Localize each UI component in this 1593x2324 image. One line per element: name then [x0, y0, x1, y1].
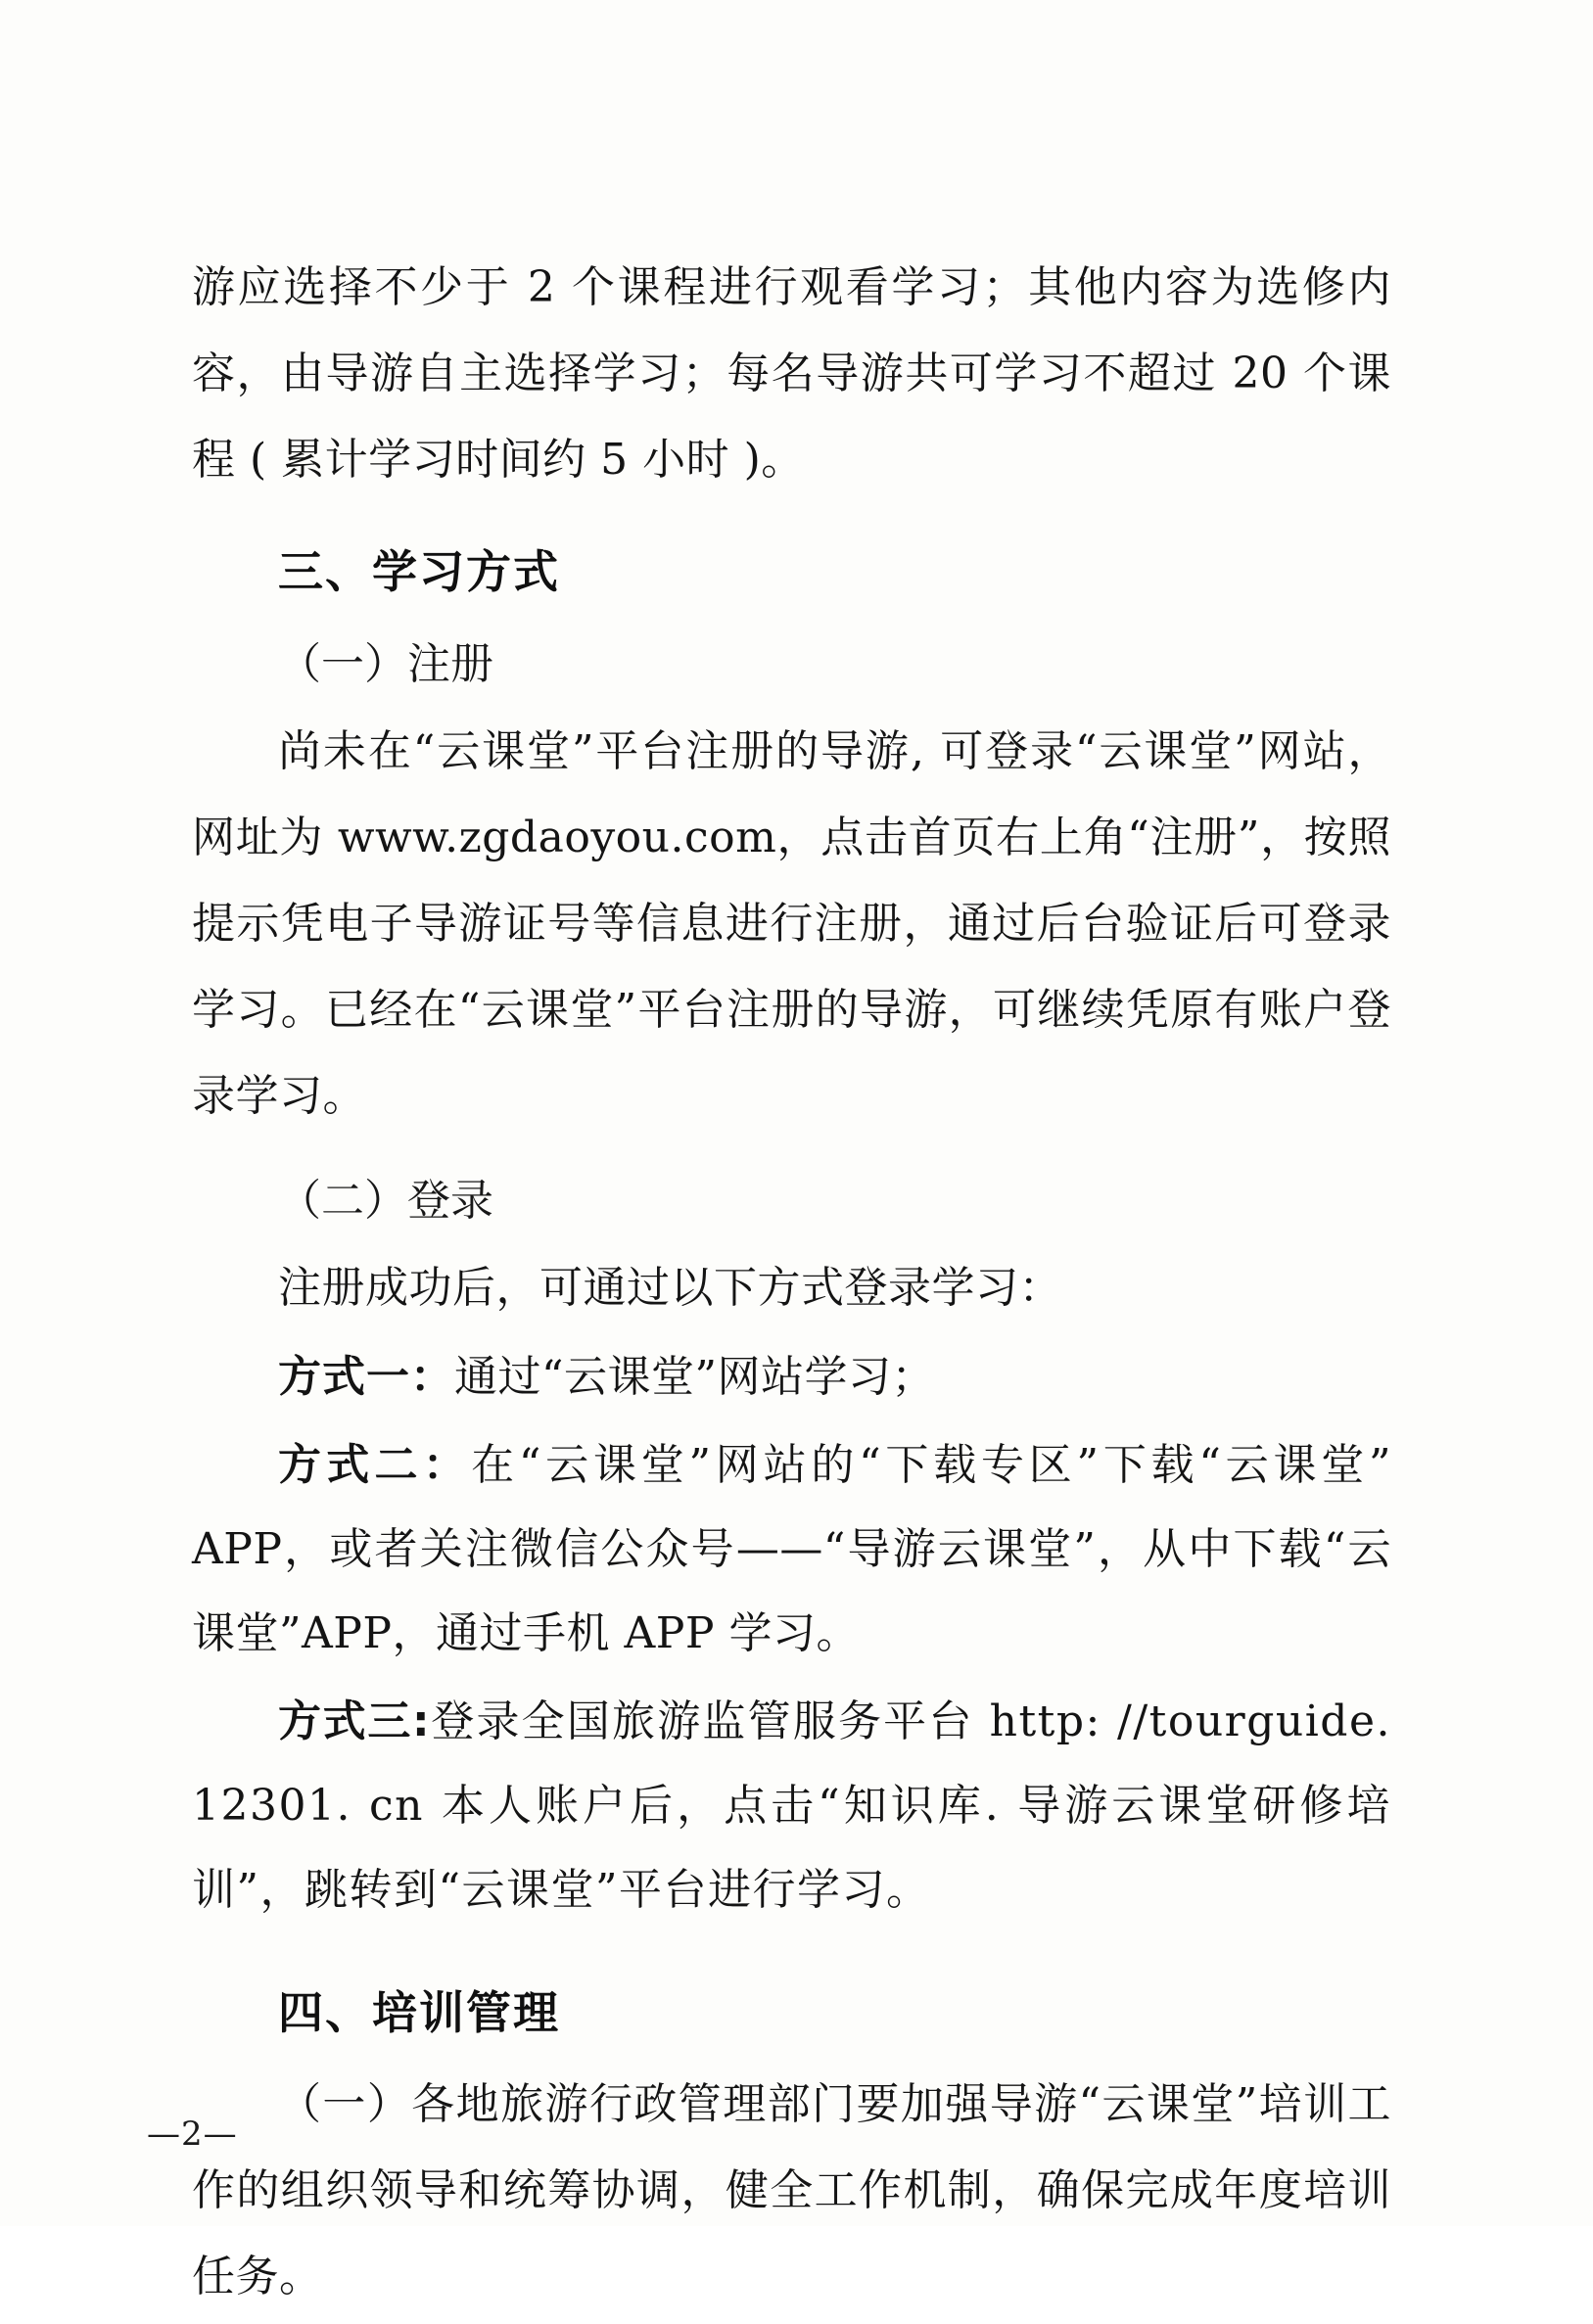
- method-one-label: 方式一：: [278, 1352, 454, 1402]
- paragraph-login-intro: 注册成功后，可通过以下方式登录学习：: [278, 1263, 1062, 1313]
- spacer: [192, 1143, 1391, 1153]
- heading-section-three: 三、学习方式: [278, 545, 560, 598]
- paragraph-registration: 尚未在“云课堂”平台注册的导游, 可登录“云课堂”网站，网址为 www.zgdaoyou.com，点击首页右上角“注册”，按照提示凭电子导游证号等信息进行注册，通过后台验证后可登录学习。已经在“云课堂”平台注册的导游，可继续凭原有账户登录学习。: [192, 726, 1391, 1121]
- paragraph-continued: 游应选择不少于 2 个课程进行观看学习；其他内容为选修内容，由导游自主选择学习；每名导游共可学习不超过 20 个课程 ( 累计学习时间约 5 小时 )。: [192, 262, 1391, 485]
- page-number: —2—: [147, 2115, 238, 2154]
- subheading-registration: （一）注册: [278, 639, 493, 689]
- spacer: [192, 1936, 1391, 1958]
- method-two-label: 方式二：: [278, 1440, 472, 1490]
- paragraph-management-one: （一）各地旅游行政管理部门要加强导游“云课堂”培训工作的组织领导和统筹协调，健全工作机制，确保完成年度培训任务。: [192, 2079, 1391, 2301]
- document-body: [192, 245, 1391, 2324]
- paragraph-method-two: [192, 1423, 1391, 1676]
- method-two-text: 在“云课堂”网站的“下载专区”下载“云课堂”APP，或者关注微信公众号——“导游云课堂”，从中下载“云课堂”APP，通过手机 APP 学习。: [192, 1440, 1391, 1658]
- spacer: [192, 507, 1391, 517]
- heading-section-four: 四、培训管理: [278, 1986, 560, 2039]
- paragraph-method-one: [192, 1335, 1391, 1419]
- paragraph-method-three: [192, 1680, 1391, 1932]
- subheading-login: （二）登录: [278, 1176, 493, 1226]
- method-one-text: 通过“云课堂”网站学习；: [454, 1352, 935, 1402]
- method-three-text: 登录全国旅游监管服务平台 http: //tourguide. 12301. cn 本人账户后，点击“知识库. 导游云课堂研修培训”，跳转到“云课堂”平台进行学习。: [192, 1697, 1391, 1915]
- method-three-label: 方式三:: [278, 1697, 431, 1746]
